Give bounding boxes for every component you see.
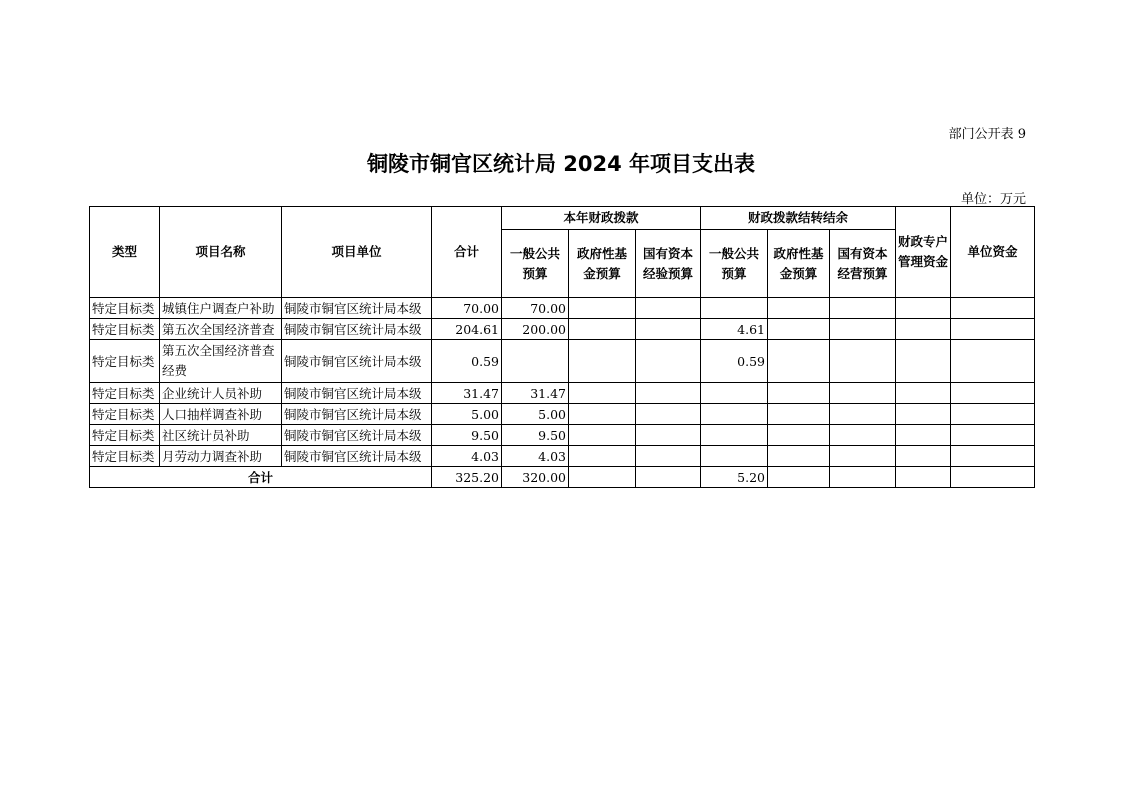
cell-carry-state-capital: [830, 404, 896, 425]
cell-carry-state-capital: [830, 319, 896, 340]
cell-unit: 铜陵市铜官区统计局本级: [282, 298, 432, 319]
cell-unit-fund: [951, 383, 1035, 404]
cell-state-capital: [636, 404, 701, 425]
cell-unit-fund: [951, 319, 1035, 340]
cell-gov-fund: [569, 446, 636, 467]
cell-carry-general-public: [701, 298, 768, 319]
total-carry-general-public: 5.20: [701, 467, 768, 488]
cell-unit-fund: [951, 298, 1035, 319]
total-unit-fund: [951, 467, 1035, 488]
cell-special-fund: [896, 383, 951, 404]
cell-special-fund: [896, 404, 951, 425]
total-label: 合计: [90, 467, 432, 488]
project-expenditure-table: [89, 206, 1035, 488]
cell-state-capital: [636, 319, 701, 340]
cell-carry-gov-fund: [768, 404, 830, 425]
cell-carry-state-capital: [830, 298, 896, 319]
cell-gov-fund: [569, 319, 636, 340]
header-carry-general-public: 一般公共预算: [701, 230, 768, 298]
table-row: [90, 425, 1035, 446]
cell-name: 城镇住户调查户补助: [160, 298, 282, 319]
cell-gov-fund: [569, 404, 636, 425]
total-carry-gov-fund: [768, 467, 830, 488]
cell-state-capital: [636, 425, 701, 446]
header-type: 类型: [90, 207, 160, 298]
total-general-public: 320.00: [502, 467, 569, 488]
cell-type: 特定目标类: [90, 404, 160, 425]
cell-unit-fund: [951, 404, 1035, 425]
cell-special-fund: [896, 425, 951, 446]
cell-carry-general-public: [701, 446, 768, 467]
header-carry-gov-fund: 政府性基金预算: [768, 230, 830, 298]
cell-general-public: 70.00: [502, 298, 569, 319]
cell-carry-general-public: 4.61: [701, 319, 768, 340]
cell-special-fund: [896, 446, 951, 467]
cell-carry-gov-fund: [768, 383, 830, 404]
cell-carry-gov-fund: [768, 425, 830, 446]
cell-gov-fund: [569, 340, 636, 383]
cell-name: 企业统计人员补助: [160, 383, 282, 404]
cell-carry-gov-fund: [768, 319, 830, 340]
cell-carry-gov-fund: [768, 446, 830, 467]
cell-type: 特定目标类: [90, 425, 160, 446]
cell-general-public: 200.00: [502, 319, 569, 340]
cell-total: 9.50: [432, 425, 502, 446]
cell-special-fund: [896, 340, 951, 383]
cell-name: 人口抽样调查补助: [160, 404, 282, 425]
cell-name: 第五次全国经济普查经费: [160, 340, 282, 383]
cell-general-public: 9.50: [502, 425, 569, 446]
cell-unit-fund: [951, 425, 1035, 446]
unit-label: 单位：万元: [960, 192, 1026, 207]
form-number: 部门公开表 9: [948, 127, 1026, 142]
cell-general-public: 5.00: [502, 404, 569, 425]
cell-type: 特定目标类: [90, 319, 160, 340]
cell-type: 特定目标类: [90, 383, 160, 404]
cell-state-capital: [636, 340, 701, 383]
header-total: 合计: [432, 207, 502, 298]
cell-state-capital: [636, 298, 701, 319]
total-state-capital: [636, 467, 701, 488]
header-state-capital: 国有资本经验预算: [636, 230, 701, 298]
total-special-fund: [896, 467, 951, 488]
cell-carry-state-capital: [830, 340, 896, 383]
cell-general-public: 4.03: [502, 446, 569, 467]
cell-unit: 铜陵市铜官区统计局本级: [282, 446, 432, 467]
cell-unit: 铜陵市铜官区统计局本级: [282, 340, 432, 383]
cell-unit: 铜陵市铜官区统计局本级: [282, 319, 432, 340]
table-row: [90, 404, 1035, 425]
cell-name: 第五次全国经济普查: [160, 319, 282, 340]
header-carry-state-capital: 国有资本经营预算: [830, 230, 896, 298]
header-special-fund: 财政专户管理资金: [896, 207, 951, 298]
cell-general-public: 31.47: [502, 383, 569, 404]
table-row: [90, 446, 1035, 467]
cell-type: 特定目标类: [90, 298, 160, 319]
cell-unit-fund: [951, 340, 1035, 383]
cell-general-public: [502, 340, 569, 383]
cell-unit: 铜陵市铜官区统计局本级: [282, 425, 432, 446]
header-project-unit: 项目单位: [282, 207, 432, 298]
header-unit-fund: 单位资金: [951, 207, 1035, 298]
header-current-year-allocation: 本年财政拨款: [502, 207, 701, 230]
cell-gov-fund: [569, 425, 636, 446]
cell-total: 5.00: [432, 404, 502, 425]
header-general-public: 一般公共预算: [502, 230, 569, 298]
cell-carry-state-capital: [830, 446, 896, 467]
table-row: [90, 340, 1035, 383]
cell-state-capital: [636, 446, 701, 467]
cell-name: 社区统计员补助: [160, 425, 282, 446]
cell-special-fund: [896, 298, 951, 319]
cell-gov-fund: [569, 383, 636, 404]
cell-unit-fund: [951, 446, 1035, 467]
cell-unit: 铜陵市铜官区统计局本级: [282, 383, 432, 404]
header-carryover-balance: 财政拨款结转结余: [701, 207, 896, 230]
cell-total: 31.47: [432, 383, 502, 404]
cell-carry-general-public: [701, 404, 768, 425]
page-title: 铜陵市铜官区统计局 2024 年项目支出表: [366, 152, 756, 176]
total-row: [90, 467, 1035, 488]
cell-carry-state-capital: [830, 383, 896, 404]
cell-gov-fund: [569, 298, 636, 319]
cell-total: 0.59: [432, 340, 502, 383]
cell-carry-gov-fund: [768, 340, 830, 383]
header-gov-fund: 政府性基金预算: [569, 230, 636, 298]
cell-carry-general-public: 0.59: [701, 340, 768, 383]
table-row: [90, 319, 1035, 340]
cell-special-fund: [896, 319, 951, 340]
cell-carry-general-public: [701, 425, 768, 446]
cell-name: 月劳动力调查补助: [160, 446, 282, 467]
cell-carry-gov-fund: [768, 298, 830, 319]
cell-total: 70.00: [432, 298, 502, 319]
cell-unit: 铜陵市铜官区统计局本级: [282, 404, 432, 425]
table-row: [90, 383, 1035, 404]
cell-type: 特定目标类: [90, 340, 160, 383]
total-amount: 325.20: [432, 467, 502, 488]
cell-state-capital: [636, 383, 701, 404]
header-project-name: 项目名称: [160, 207, 282, 298]
table-row: [90, 298, 1035, 319]
total-gov-fund: [569, 467, 636, 488]
cell-type: 特定目标类: [90, 446, 160, 467]
cell-total: 204.61: [432, 319, 502, 340]
cell-carry-general-public: [701, 383, 768, 404]
cell-total: 4.03: [432, 446, 502, 467]
total-carry-state-capital: [830, 467, 896, 488]
cell-carry-state-capital: [830, 425, 896, 446]
